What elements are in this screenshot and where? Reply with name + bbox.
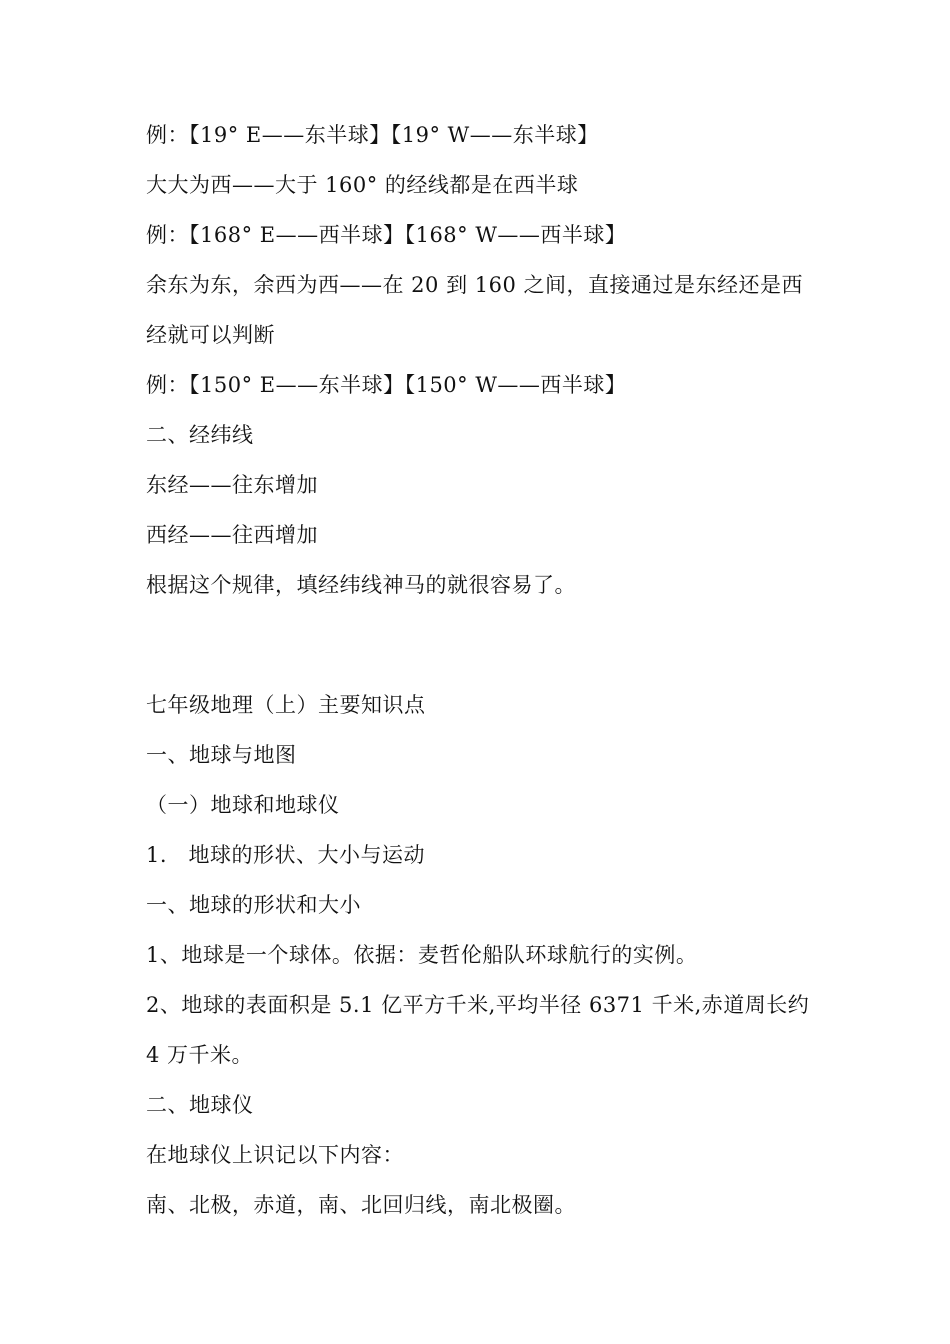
section-heading-meridians: 二、经纬线 — [146, 423, 254, 447]
west-longitude-rule: 西经——往西增加 — [146, 523, 318, 547]
example-150-degrees: 例：【150° E——东半球】【150° W——西半球】 — [146, 373, 627, 397]
subheading-globe: 二、地球仪 — [146, 1093, 254, 1117]
subheading-shape-and-size: 一、地球的形状和大小 — [146, 893, 361, 917]
example-19-degrees: 例：【19° E——东半球】【19° W——东半球】 — [146, 123, 599, 147]
rule-between-20-and-160-continued: 经就可以判断 — [146, 323, 275, 347]
point-earth-surface-area-continued: 4 万千米。 — [146, 1043, 254, 1067]
globe-memorize-list: 南、北极，赤道，南、北回归线，南北极圈。 — [146, 1193, 576, 1217]
globe-memorize-intro: 在地球仪上识记以下内容： — [146, 1143, 404, 1167]
point-earth-surface-area: 2、地球的表面积是 5.1 亿平方千米,平均半径 6371 千米,赤道周长约 — [146, 993, 810, 1017]
rule-greater-than-160: 大大为西——大于 160° 的经线都是在西半球 — [146, 173, 579, 197]
point-earth-is-sphere: 1、地球是一个球体。依据：麦哲伦船队环球航行的实例。 — [146, 943, 698, 967]
rule-between-20-and-160: 余东为东，余西为西——在 20 到 160 之间，直接通过是东经还是西 — [146, 273, 804, 297]
subheading-earth-and-globe: （一）地球和地球仪 — [146, 793, 340, 817]
example-168-degrees: 例：【168° E——西半球】【168° W——西半球】 — [146, 223, 627, 247]
summary-paragraph: 根据这个规律，填经纬线神马的就很容易了。 — [146, 573, 576, 597]
east-longitude-rule: 东经——往东增加 — [146, 473, 318, 497]
document-title: 七年级地理（上）主要知识点 — [146, 693, 426, 717]
chapter-heading-earth-and-maps: 一、地球与地图 — [146, 743, 297, 767]
subheading-shape-size-motion: 1. 地球的形状、大小与运动 — [146, 843, 426, 867]
